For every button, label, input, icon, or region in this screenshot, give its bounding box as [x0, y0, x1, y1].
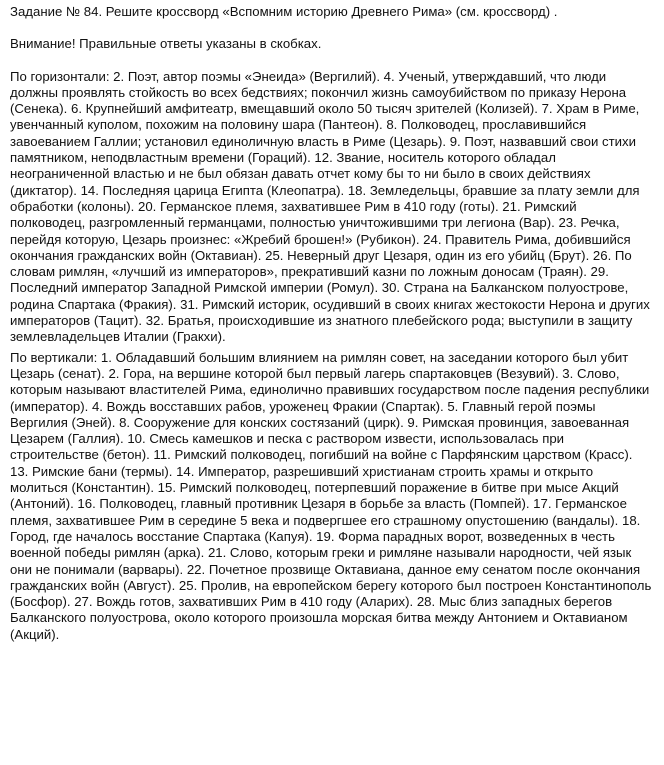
task-title: Задание № 84. Решите кроссворд «Вспомним историю Древнего Рима» (см. кроссворд) .	[10, 4, 558, 19]
horizontal-clues: По горизонтали: 2. Поэт, автор поэмы «Энеида» (Вергилий). 4. Ученый, утверждавший, что люди должны проявлять стойкость во всех бедствиях; покончил жизнь самоубийством по приказу Нерона (Сенека). 6. Крупнейший амфитеатр, вмещавший около 50 тысяч зрителей (Колизей). 7. Храм в Риме, увенчанный куполом, похожим на половину шара (Пантеон). 8. Полководец, прославившийся завоеванием Галлии; установил единоличную власть в Риме (Цезарь). 9. Поэт, назвавший свои стихи памятником, неподвластным времени (Гораций). 12. Звание, носитель которого обладал неограниченной властью и не был обязан давать отчет кому бы то ни было в своих действиях (диктатор). 14. Последняя царица Египта (Клеопатра). 18. Земледельцы, бравшие за плату земли для обработки (колоны). 20. Германское племя, захватившее Рим в 410 году (готы). 21. Римский полководец, разгромленный германцами, полностью уничтожившими три легиона (Вар). 23. Речка, перейдя которую, Цезарь произнес: «Жребий брошен!» (Рубикон). 24. Правитель Рима, добившийся окончания гражданских войн (Октавиан). 25. Неверный друг Цезаря, один из его убийц (Брут). 26. По словам римлян, «лучший из императоров», прекративший казни по ложным доносам (Траян). 29. Последний император Западной Римской империи (Ромул). 30. Страна на Балканском полуострове, родина Спартака (Фракия). 31. Римский историк, осудивший в своих книгах жестокости Нерона и других императоров (Тацит). 32. Братья, происходившие из знатного плебейского рода; выступили в защиту землевладельцев Италии (Гракхи).	[10, 68, 650, 345]
vertical-clues: По вертикали: 1. Обладавший большим влиянием на римлян совет, на заседании которого был убит Цезарь (сенат). 2. Гора, на вершине которой был первый лагерь спартаковцев (Везувий). 3. Слово, которым называют властителей Рима, единолично правивших государством после падения республики (император). 4. Вождь восставших рабов, уроженец Фракии (Спартак). 5. Главный герой поэмы Вергилия (Эней). 8. Сооружение для конских состязаний (цирк). 9. Римская провинция, завоеванная Цезарем (Галлия). 10. Смесь камешков и песка с раствором извести, использовалась при строительстве (бетон). 11. Римский полководец, погибший на войне с Парфянским царством (Красс). 13. Римские бани (термы). 14. Император, разрешивший христианам строить храмы и открыто молиться (Константин). 15. Римский полководец, потерпевший поражение в битве при мысе Акций (Антоний). 16. Полководец, главный противник Цезаря в борьбе за власть (Помпей). 17. Германское племя, захватившее Рим в середине 5 века и подвергшее его страшному опустошению (вандалы). 18. Город, где началось восстание Спартака (Капуя). 19. Форма парадных ворот, возведенных в честь военной победы римлян (арка). 21. Слово, которым греки и римляне называли народности, чей язык они не понимали (варвары). 22. Почетное прозвище Октавиана, данное ему сенатом после окончания гражданских войн (Август). 25. Пролив, на европейском берегу которого был построен Константинополь (Босфор). 27. Вождь готов, захвативших Рим в 410 году (Аларих). 28. Мыс близ западных берегов Балканского полуострова, около которого произошла морская битва между Антонием и Октавианом (Акций).	[10, 349, 652, 642]
answers-note: Внимание! Правильные ответы указаны в скобках.	[10, 36, 322, 52]
